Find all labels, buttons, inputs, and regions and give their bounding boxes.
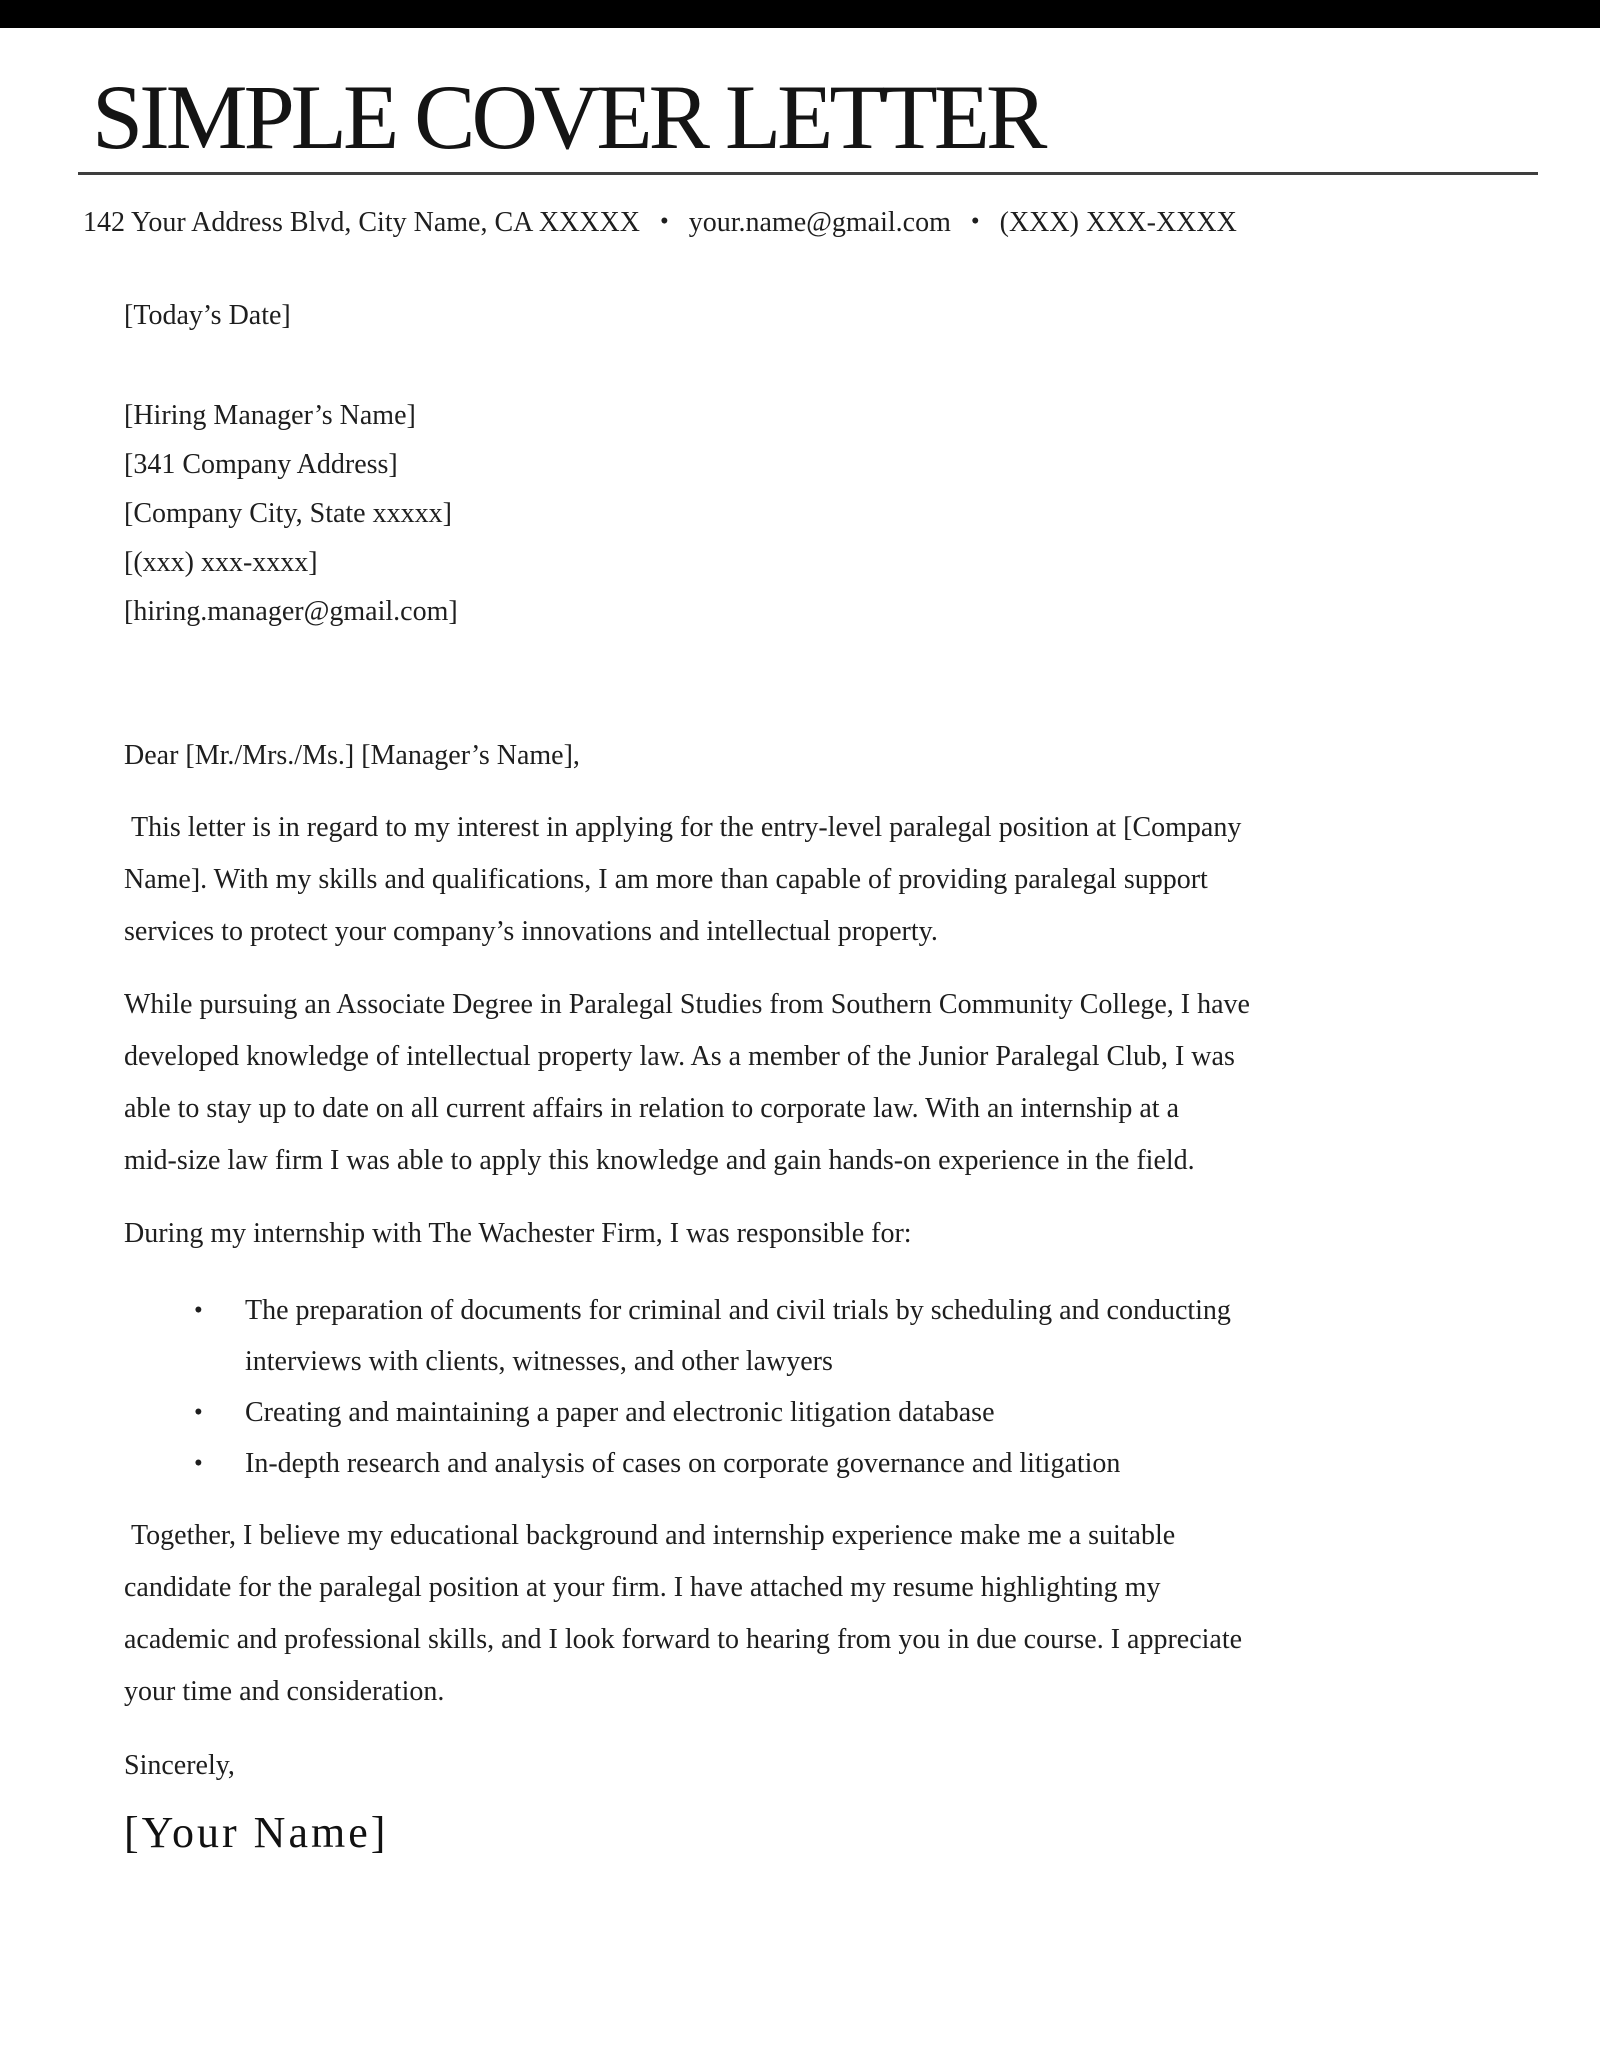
contact-address: 142 Your Address Blvd, City Name, CA XXXXX <box>83 207 640 238</box>
salutation: Dear [Mr./Mrs./Ms.] [Manager’s Name], <box>124 740 580 771</box>
letter-body <box>124 290 1476 1861</box>
list-item-line: Creating and maintaining a paper and electronic litigation database <box>245 1397 995 1428</box>
paragraph-line: Together, I believe my educational background and internship experience make me a suitable <box>124 1520 1176 1551</box>
paragraph-line: developed knowledge of intellectual property law. As a member of the Junior Paralegal Club, I was <box>124 1041 1235 1072</box>
paragraph-line: services to protect your company’s innovations and intellectual property. <box>124 916 938 947</box>
recipient-block <box>124 391 1476 636</box>
letter-header <box>78 64 1538 241</box>
paragraph-line: During my internship with The Wachester Firm, I was responsible for: <box>124 1218 912 1249</box>
contact-line <box>83 206 1538 241</box>
paragraph-line: mid-size law firm I was able to apply this knowledge and gain hands-on experience in the field. <box>124 1145 1195 1176</box>
paragraph-1 <box>124 802 1476 958</box>
paragraph-2 <box>124 979 1476 1187</box>
paragraph-line: candidate for the paralegal position at your firm. I have attached my resume highlighting my <box>124 1572 1161 1603</box>
date-placeholder: [Today’s Date] <box>124 300 291 331</box>
recipient-name: [Hiring Manager’s Name] <box>124 400 416 431</box>
paragraph-line: Name]. With my skills and qualifications, I am more than capable of providing paralegal support <box>124 864 1208 895</box>
list-item <box>124 1285 1476 1387</box>
contact-phone: (XXX) XXX-XXXX <box>999 207 1237 238</box>
list-item <box>124 1387 1476 1438</box>
list-item-line: interviews with clients, witnesses, and other lawyers <box>245 1346 833 1377</box>
paragraph-3 <box>124 1208 1476 1260</box>
contact-email: your.name@gmail.com <box>688 207 951 238</box>
signoff: Sincerely, <box>124 1750 235 1781</box>
list-item-line: In-depth research and analysis of cases on corporate governance and litigation <box>245 1448 1121 1479</box>
recipient-city-state: [Company City, State xxxxx] <box>124 498 452 529</box>
recipient-address: [341 Company Address] <box>124 449 398 480</box>
top-bar <box>0 0 1600 28</box>
signature-placeholder: [Your Name] <box>124 1808 389 1857</box>
recipient-email: [hiring.manager@gmail.com] <box>124 596 458 627</box>
paragraph-line: academic and professional skills, and I look forward to hearing from you in due course. I appreciate <box>124 1624 1243 1655</box>
bullet-icon: • <box>194 1450 203 1477</box>
header-divider <box>78 172 1538 175</box>
dot-separator-icon: • <box>659 208 669 235</box>
paragraph-line: able to stay up to date on all current affairs in relation to corporate law. With an internship at a <box>124 1093 1180 1124</box>
paragraph-line: your time and consideration. <box>124 1676 445 1707</box>
bullet-icon: • <box>194 1399 203 1426</box>
paragraph-line: This letter is in regard to my interest in applying for the entry-level paralegal position at [Company <box>124 812 1242 843</box>
list-item-line: The preparation of documents for criminal and civil trials by scheduling and conducting <box>245 1295 1231 1326</box>
bullet-icon: • <box>194 1297 203 1324</box>
dot-separator-icon: • <box>970 208 980 235</box>
paragraph-line: While pursuing an Associate Degree in Paralegal Studies from Southern Community College, I have <box>124 989 1250 1020</box>
page-title: SIMPLE COVER LETTER <box>92 66 1044 168</box>
recipient-phone: [(xxx) xxx-xxxx] <box>124 547 318 578</box>
responsibilities-list <box>124 1285 1476 1489</box>
list-item <box>124 1438 1476 1489</box>
closing-paragraph <box>124 1510 1476 1718</box>
